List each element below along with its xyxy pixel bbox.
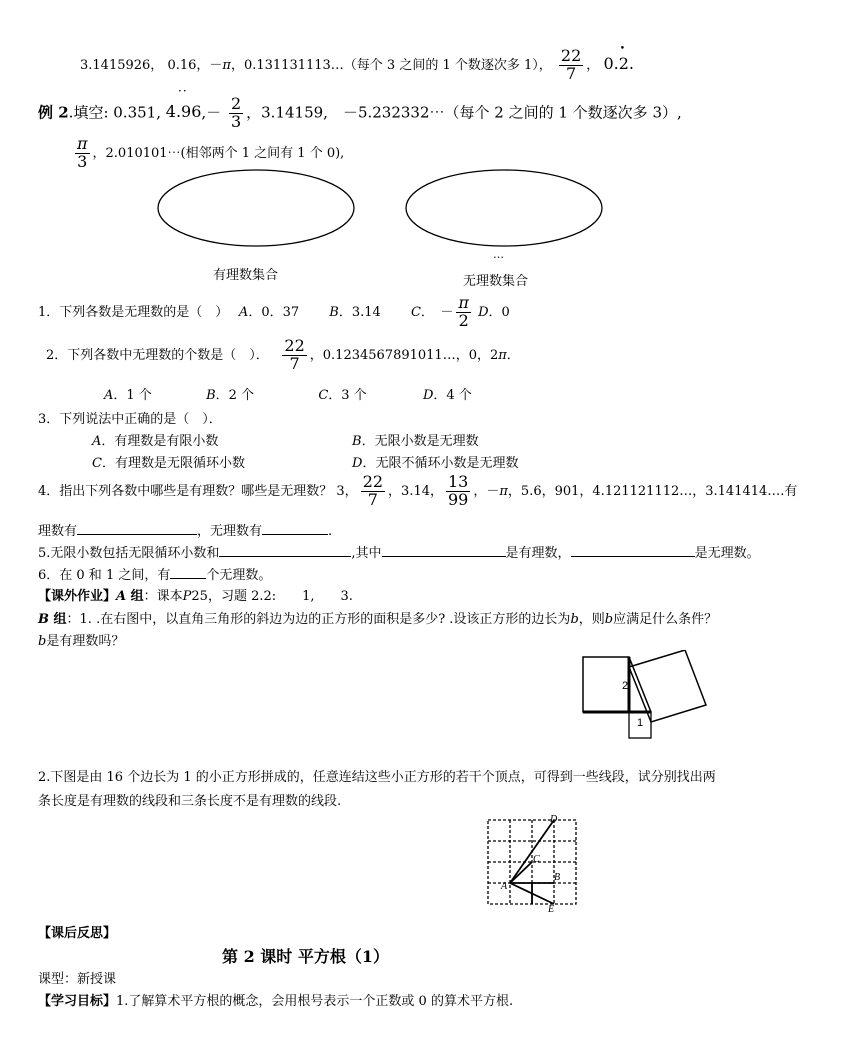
question-4: 4．指出下列各数中哪些是有理数？哪些是无理数？ 3， $\frac{22}{7}$ ，3.14， $\frac{13}{99}$ ，－π，5.6，901，4.121121112…，3.141414….有 [38,472,798,509]
q3-option-a: A．有理数是有限小数 [92,434,219,449]
fraction-13-99: $\frac{13}{99}$ [448,472,469,509]
irrational-set-ellipse [406,170,602,246]
fraction-22-7-q2: $\frac{22}{7}$ [284,336,305,373]
point-A: A [501,881,508,892]
b-group-line2: b是有理数吗？ [38,634,125,649]
question-1: 1．下列各数是无理数的是（ ） A．0．37 B．3.14 C． － $\frac{\pi}{2}$ D．0 [38,293,510,330]
fraction-22-7-q4: $\frac{22}{7}$ [362,472,384,509]
question-4-line2: 理数有 ，无理数有 . [38,524,333,539]
fraction-pi-2: $\frac{\pi}{2}$ [458,293,469,330]
fraction-pi-3: $\frac{\pi}{3}$ [77,134,88,171]
rational-set-label: 有理数集合 [213,268,279,283]
q3-option-c: C．有理数是无限循环小数 [92,456,245,471]
label-2: 2 [622,680,629,692]
point-C: C [533,854,540,865]
repeating-dots: ·· [178,84,188,98]
question-2: 2．下列各数中无理数的个数是（ ）． $\frac{22}{7}$ ，0.1234567891011…，0，2π． [46,336,520,373]
repeating-digit: • 2 [619,54,629,73]
point-E: E [548,904,555,912]
example-2-line2: $\frac{\pi}{3}$ ，2.010101⋯(相邻两个 1 之间有 1 个 0), [77,134,345,171]
lesson-type: 课型：新授课 [38,972,117,987]
lesson-title: 第 2 课时 平方根（1） [222,947,389,966]
question-5: 5.无限小数包括无限循环小数和 ,其中 是有理数， 是无理数。 [38,546,760,561]
fraction-2-3: $\frac{2}{3}$ [230,94,242,131]
b-question-2-line2: 条长度是有理数的线段和三条长度不是有理数的线段. [38,794,342,809]
point-B: B [554,872,561,883]
q3-option-b: B．无限小数是无理数 [352,434,479,449]
line-1: 3.1415926， 0.16，－π，0.131131113…（每个 3 之间的 1 个数逐次多 1）， $\frac{22}{7}$ ， 0.• 2. [80,48,634,83]
example-2: 例 2.填空: 0.351, 4.96,－ $\frac{2}{3}$ ，3.14159, －5.232332⋯（每个 2 之间的 1 个数逐次多 3）, [38,94,682,131]
irrational-dots: … [493,248,504,261]
b-group: B 组：1. .在右图中，以直角三角形的斜边为边的正方形的面积是多少? .设该正方形的边长为b，则b应满足什么条件？ [38,612,718,627]
irrational-set-label: 无理数集合 [463,274,529,289]
fraction-22-7: $\frac{22}{7}$ [560,46,582,83]
learning-goals: 【学习目标】1.了解算术平方根的概念，会用根号表示一个正数或 0 的算术平方根. [38,994,514,1009]
question-6: 6．在 0 和 1 之间，有 个无理数。 [38,568,272,583]
pythagoras-figure [580,650,750,745]
question-3: 3．下列说法中正确的是（ ）． [38,412,222,427]
point-D: D [550,814,558,825]
b-question-2-line1: 2.下图是由 16 个边长为 1 的小正方形拼成的，任意连结这些小正方形的若干个顶点，可得到一些线段，试分别找出两 [38,770,716,785]
set-ellipses [0,0,860,300]
grid-figure [484,812,580,912]
reflection-heading: 【课后反思】 [38,926,117,941]
homework: 【课外作业】A 组：课本P25，习题 2.2: 1, 3. [38,589,353,604]
question-2-options: A．1 个 B．2 个 C．3 个 D．4 个 [104,388,472,403]
rational-set-ellipse [158,170,354,246]
label-1: 1 [637,717,644,729]
q3-option-d: D．无限不循环小数是无理数 [352,456,519,471]
